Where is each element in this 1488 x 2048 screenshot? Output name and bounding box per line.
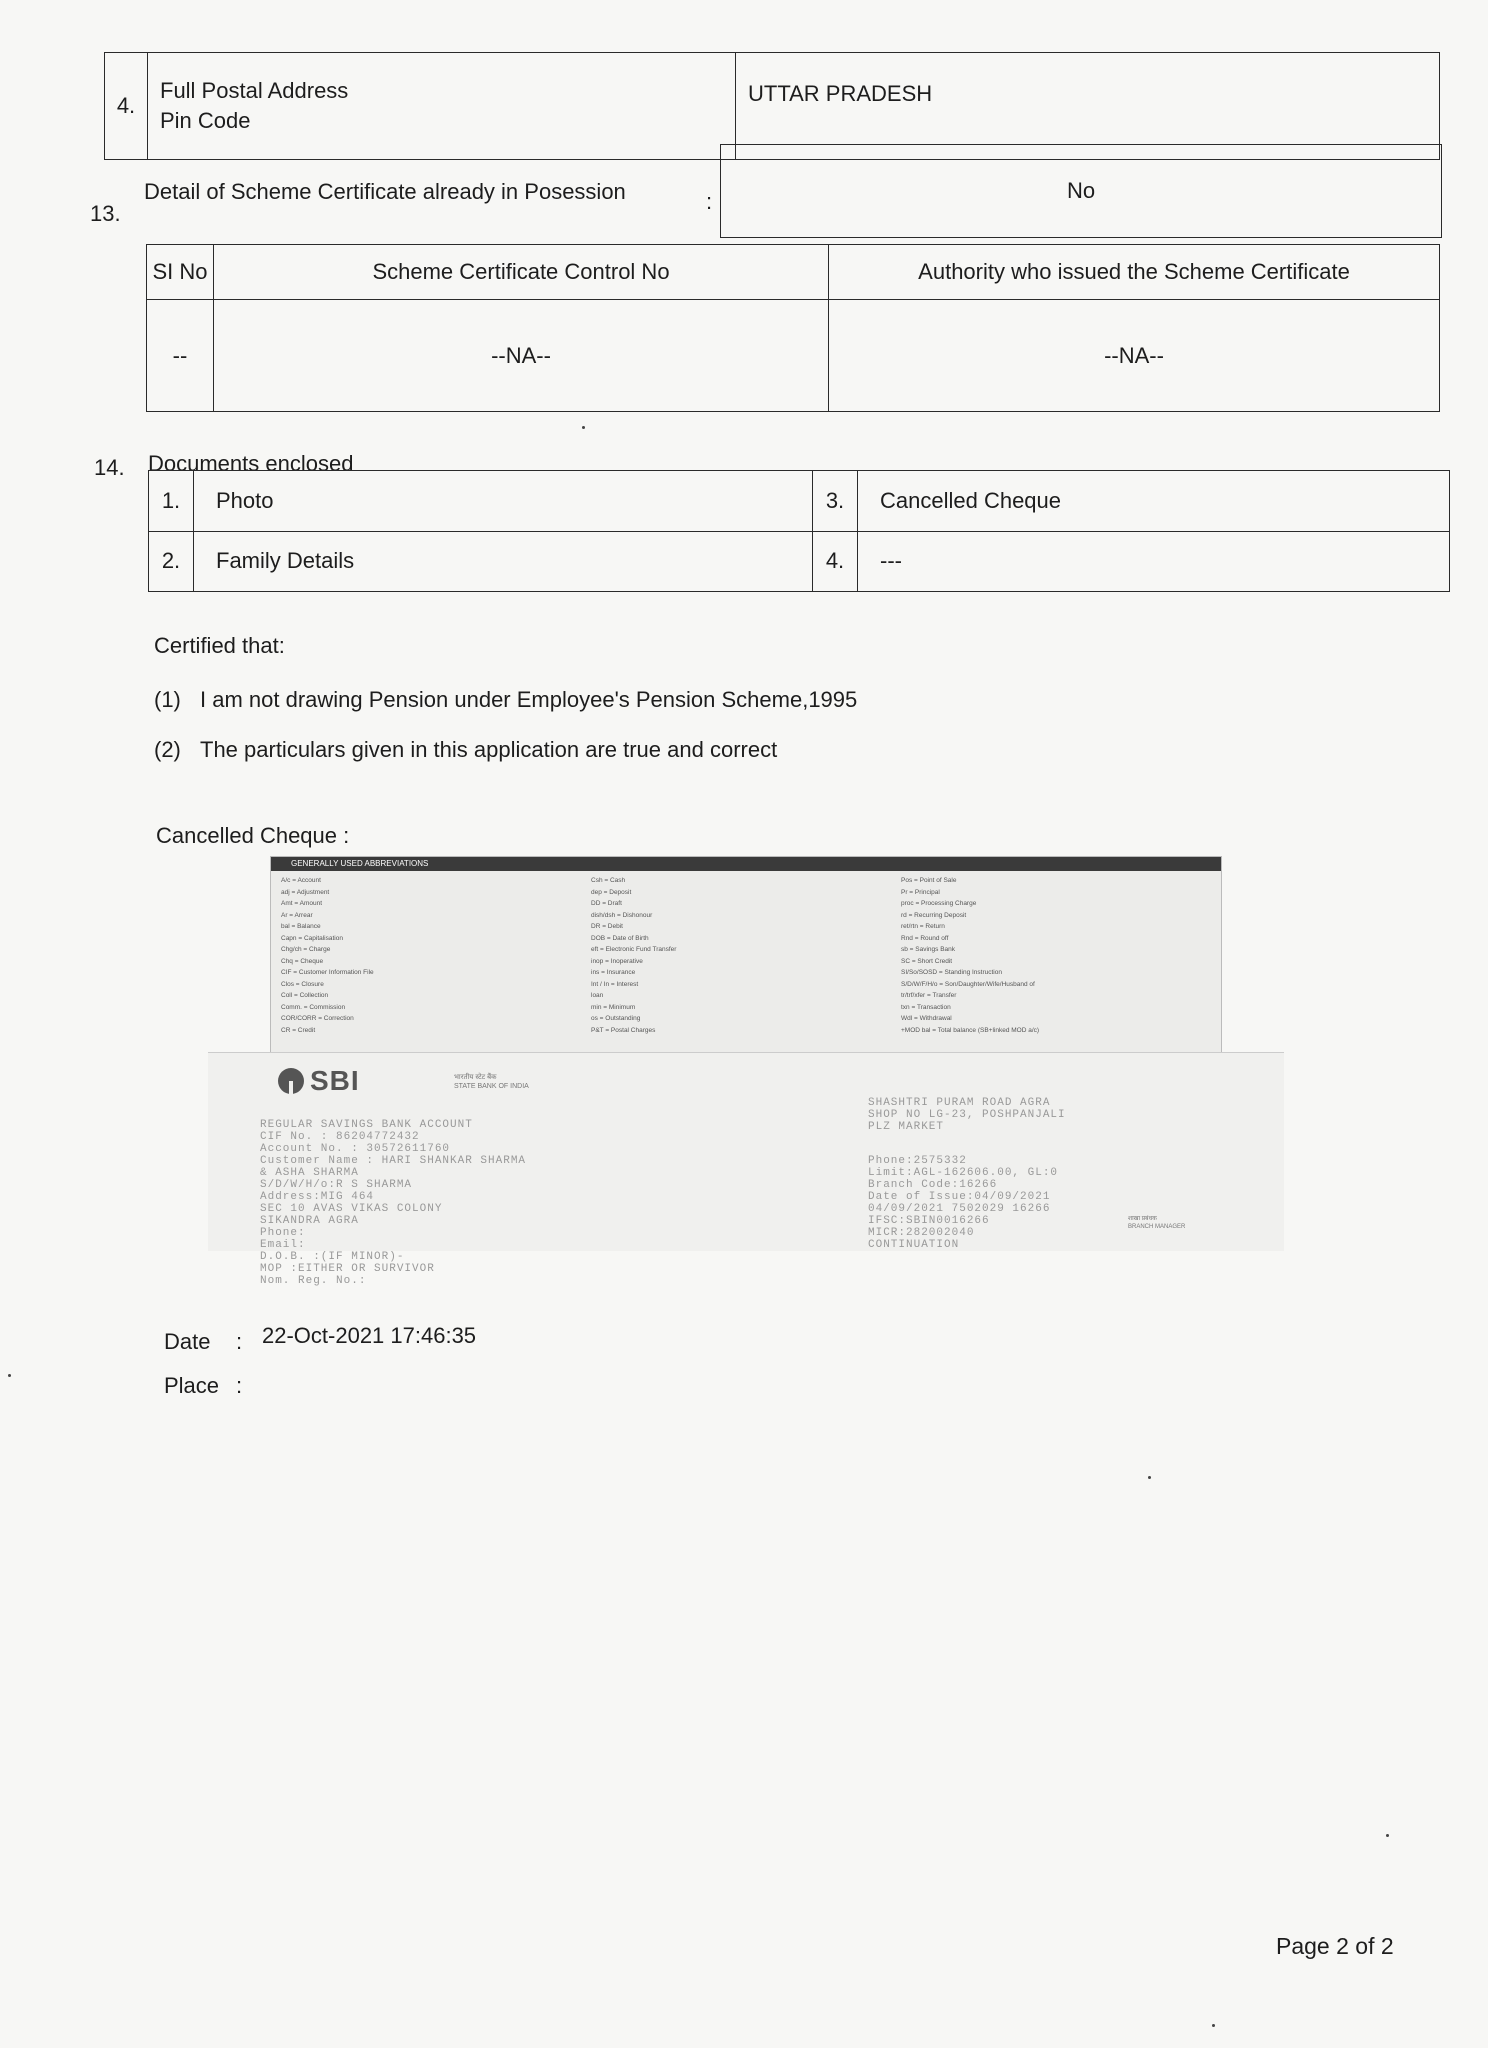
cell-control-no: --NA-- xyxy=(214,300,829,412)
passbook-line: Nom. Reg. No.: xyxy=(260,1275,367,1287)
abbreviations-column xyxy=(281,875,591,1036)
abbreviations-columns xyxy=(271,871,1221,1040)
branch-details xyxy=(868,1155,1058,1251)
passbook-line: Phone: xyxy=(260,1227,306,1239)
section-4-number: 4. xyxy=(105,53,148,160)
cell-issuing-authority: --NA-- xyxy=(829,300,1440,412)
scan-speck xyxy=(1212,2024,1215,2027)
doc-label: --- xyxy=(858,531,1450,592)
abbreviation-item: inop = Inoperative xyxy=(591,957,643,965)
abbreviation-item: Comm. = Commission xyxy=(281,1003,346,1011)
passbook-line: CONTINUATION xyxy=(868,1239,960,1251)
passbook-line: 04/09/2021 7502029 16266 xyxy=(868,1203,1051,1215)
doc-label: Family Details xyxy=(194,531,813,592)
passbook-line: SEC 10 AVAS VIKAS COLONY xyxy=(260,1203,443,1215)
abbreviation-item: Pos = Point of Sale xyxy=(901,877,957,884)
certification-item xyxy=(154,686,857,715)
scheme-certificate-table xyxy=(146,244,1440,412)
sbi-logo-icon xyxy=(278,1068,304,1094)
branch-manager-hindi: शाखा प्रबंधक xyxy=(1128,1216,1157,1222)
scan-speck xyxy=(8,1374,11,1377)
bank-subtitle xyxy=(454,1073,529,1091)
section-4-label xyxy=(148,53,736,160)
doc-label: Photo xyxy=(194,471,813,532)
page-number: Page 2 of 2 xyxy=(1276,1933,1394,1959)
passbook-line: Branch Code:16266 xyxy=(868,1179,998,1191)
abbreviation-item: DOB = Date of Birth xyxy=(591,934,649,942)
passbook-line: SIKANDRA AGRA xyxy=(260,1215,359,1227)
passbook-line: MICR:282002040 xyxy=(868,1227,975,1239)
abbreviation-item: CR = Credit xyxy=(281,1026,316,1034)
abbreviation-item: Coll = Collection xyxy=(281,992,329,999)
abbreviation-item: A/c = Account xyxy=(281,877,321,884)
passbook-line: Customer Name : HARI SHANKAR SHARMA xyxy=(260,1155,527,1167)
passbook-line: PLZ MARKET xyxy=(868,1121,945,1133)
abbreviation-item: Capn = Capitalisation xyxy=(281,934,343,942)
table-row xyxy=(147,300,1440,412)
abbreviation-item: SI/So/SOSD = Standing Instruction xyxy=(901,969,1002,976)
passbook-line: D.O.B. :(IF MINOR)- xyxy=(260,1251,405,1263)
doc-number: 2. xyxy=(149,531,194,592)
abbreviation-item: sb = Savings Bank xyxy=(901,946,956,953)
place-label: Place xyxy=(164,1373,220,1398)
full-postal-address-label: Full Postal Address xyxy=(160,78,349,104)
abbreviation-item: Amt = Amount xyxy=(281,900,323,907)
abbreviation-item: Csh = Cash xyxy=(591,877,626,884)
branch-address xyxy=(868,1097,1066,1133)
header-issuing-authority: Authority who issued the Scheme Certificate xyxy=(829,245,1440,300)
abbreviation-item: dish/dsh = Dishonour xyxy=(591,911,653,919)
abbreviation-item: Int / In = Interest xyxy=(591,980,639,988)
account-details xyxy=(260,1119,526,1287)
passbook-line: S/D/W/H/o:R S SHARMA xyxy=(260,1179,413,1191)
abbreviation-item: os = Outstanding xyxy=(591,1015,641,1022)
certification-number: (1) xyxy=(154,687,181,712)
table-row xyxy=(149,531,1450,592)
abbreviation-item: Ar = Arrear xyxy=(281,911,313,919)
abbreviation-item: ret/rtn = Return xyxy=(901,923,945,930)
abbreviations-column xyxy=(901,875,1211,1036)
abbreviation-item: ins = Insurance xyxy=(591,969,636,976)
sbi-logo-text: SBI xyxy=(310,1065,360,1096)
passbook-line: CIF No. : 86204772432 xyxy=(260,1131,420,1143)
passbook-line: Phone:2575332 xyxy=(868,1155,967,1167)
certification-text: I am not drawing Pension under Employee's Pension Scheme,1995 xyxy=(200,687,858,712)
passbook-line: Limit:AGL-162606.00, GL:0 xyxy=(868,1167,1059,1179)
section-13-label: Detail of Scheme Certificate already in Posession xyxy=(144,179,626,204)
abbreviations-column xyxy=(591,875,901,1036)
cancelled-cheque-label: Cancelled Cheque : xyxy=(156,823,350,848)
abbreviation-item: DD = Draft xyxy=(591,900,622,907)
certification-item xyxy=(154,736,777,765)
abbreviation-item: min = Minimum xyxy=(591,1003,636,1011)
abbreviation-item: P&T = Postal Charges xyxy=(591,1026,656,1034)
scan-speck xyxy=(582,426,585,429)
abbreviation-item: eft = Electronic Fund Transfer xyxy=(591,946,677,953)
scan-speck xyxy=(1148,1476,1151,1479)
header-si-no: SI No xyxy=(147,245,214,300)
date-label: Date xyxy=(164,1329,211,1354)
certified-heading: Certified that: xyxy=(154,633,285,658)
doc-number: 4. xyxy=(813,531,858,592)
abbreviation-item: tr/trf/xfer = Transfer xyxy=(901,992,957,999)
passbook-line: IFSC:SBIN0016266 xyxy=(868,1215,990,1227)
abbreviation-item: SC = Short Credit xyxy=(901,957,953,965)
abbreviation-item: dep = Deposit xyxy=(591,888,632,896)
abbreviation-item: Rnd = Round off xyxy=(901,934,949,942)
documents-table xyxy=(148,470,1450,592)
certification-text: The particulars given in this application are true and correct xyxy=(200,737,778,762)
abbreviation-item: bal = Balance xyxy=(281,923,321,930)
header-control-no: Scheme Certificate Control No xyxy=(214,245,829,300)
bank-subtitle-english: STATE BANK OF INDIA xyxy=(454,1083,529,1090)
branch-manager-signature xyxy=(1128,1215,1185,1231)
abbreviation-item: CIF = Customer Information File xyxy=(281,969,374,976)
section-14-number: 14. xyxy=(94,455,125,480)
abbreviations-panel xyxy=(270,856,1222,1054)
section-13-colon: : xyxy=(706,189,713,214)
passbook-line: Account No. : 30572611760 xyxy=(260,1143,451,1155)
date-colon: : xyxy=(236,1329,243,1354)
pin-code-label: Pin Code xyxy=(160,108,251,133)
abbreviation-item: S/D/W/F/H/o = Son/Daughter/Wife/Husband of xyxy=(901,980,1035,988)
scheme-certificate-possession-value: No xyxy=(720,144,1442,238)
scan-speck xyxy=(1386,1834,1389,1837)
passbook-line: MOP :EITHER OR SURVIVOR xyxy=(260,1263,435,1275)
section-14-label: Documents enclosed xyxy=(148,451,354,476)
section-13-number: 13. xyxy=(90,201,121,226)
table-row xyxy=(149,471,1450,532)
cell-si-no: -- xyxy=(147,300,214,412)
abbreviation-item: Clos = Closure xyxy=(281,980,324,988)
place-colon: : xyxy=(236,1373,243,1398)
abbreviation-item: +MOD bal = Total balance (SB+linked MOD a/c) xyxy=(901,1026,1040,1034)
passbook-line: Address:MIG 464 xyxy=(260,1191,375,1203)
date-value: 22-Oct-2021 17:46:35 xyxy=(262,1323,477,1348)
doc-number: 3. xyxy=(813,471,858,532)
table-header-row xyxy=(147,245,1440,300)
abbreviation-item: DR = Debit xyxy=(591,923,623,930)
doc-number: 1. xyxy=(149,471,194,532)
abbreviation-item: loan xyxy=(591,992,604,999)
abbreviation-item: rd = Recurring Deposit xyxy=(901,911,967,919)
passbook-line: Email: xyxy=(260,1239,306,1251)
cancelled-cheque-image xyxy=(208,856,1284,1287)
abbreviation-item: Chq = Cheque xyxy=(281,957,324,965)
abbreviation-item: Wdl = Withdrawal xyxy=(901,1015,952,1022)
abbreviation-item: Chg/ch = Charge xyxy=(281,946,331,953)
passbook-line: Date of Issue:04/09/2021 xyxy=(868,1191,1051,1203)
abbreviation-item: txn = Transaction xyxy=(901,1003,951,1011)
certification-number: (2) xyxy=(154,737,181,762)
passbook-line: SHASHTRI PURAM ROAD AGRA xyxy=(868,1097,1051,1109)
passbook-line: & ASHA SHARMA xyxy=(260,1167,359,1179)
doc-label: Cancelled Cheque xyxy=(858,471,1450,532)
passbook-line: REGULAR SAVINGS BANK ACCOUNT xyxy=(260,1119,473,1131)
passbook-line: SHOP NO LG-23, POSHPANJALI xyxy=(868,1109,1066,1121)
abbreviation-item: COR/CORR = Correction xyxy=(281,1015,354,1022)
abbreviation-item: Pr = Principal xyxy=(901,888,940,896)
branch-manager-english: BRANCH MANAGER xyxy=(1128,1224,1186,1230)
bank-subtitle-hindi: भारतीय स्टेट बैंक xyxy=(454,1074,497,1081)
address-value: UTTAR PRADESH xyxy=(736,53,1440,160)
abbreviations-heading: GENERALLY USED ABBREVIATIONS xyxy=(271,857,1221,871)
abbreviation-item: proc = Processing Charge xyxy=(901,900,977,907)
sbi-logo xyxy=(278,1065,360,1097)
abbreviation-item: adj = Adjustment xyxy=(281,888,330,896)
passbook-first-page xyxy=(208,1052,1284,1287)
